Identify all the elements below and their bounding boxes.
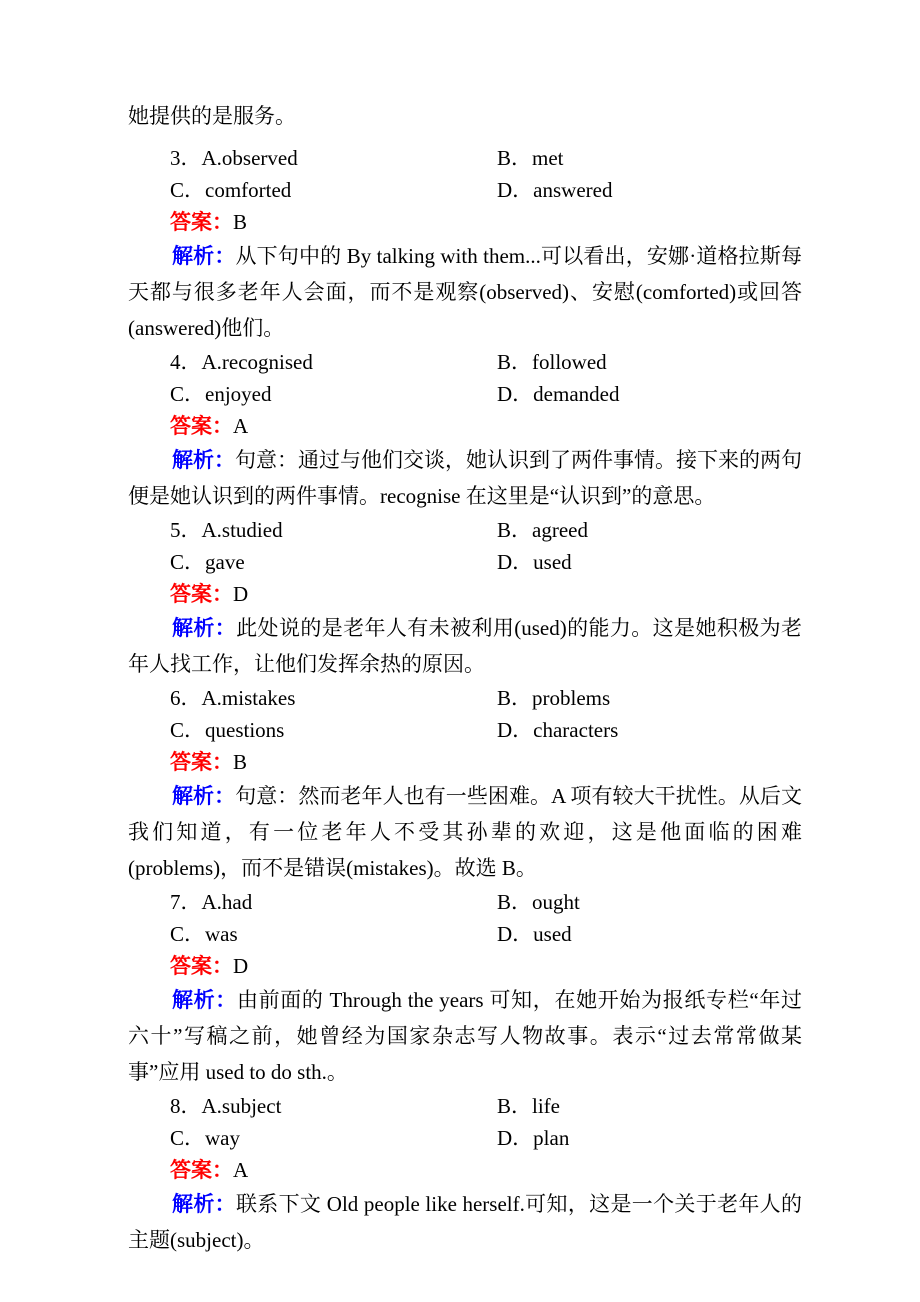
answer-value: D xyxy=(233,954,249,978)
question-number: 4． xyxy=(170,350,202,374)
question-block-7 xyxy=(128,886,802,1090)
question-number: 3． xyxy=(170,146,202,170)
answer-label: 答案： xyxy=(170,1158,233,1182)
option-b: B．met xyxy=(497,146,564,170)
option-a xyxy=(128,514,497,546)
analysis-label: 解析： xyxy=(172,988,237,1012)
question-number: 6． xyxy=(170,686,202,710)
answer-line xyxy=(128,746,802,778)
option-a xyxy=(128,886,497,918)
answer-label: 答案： xyxy=(170,414,233,438)
question-number: 7． xyxy=(170,890,202,914)
analysis-text: 联系下文 Old people like herself.可知，这是一个关于老年人的主题(subject)。 xyxy=(128,1192,803,1252)
option-b: B．ought xyxy=(497,890,580,914)
option-c: C．comforted xyxy=(170,178,292,202)
analysis-text: 此处说的是老年人有未被利用(used)的能力。这是她积极为老年人找工作，让他们发挥余热的原因。 xyxy=(128,616,802,676)
option-b: B．agreed xyxy=(497,518,588,542)
analysis-paragraph xyxy=(128,610,802,682)
analysis-text: 句意：然而老年人也有一些困难。A 项有较大干扰性。从后文我们知道，有一位老年人不受其孙辈的欢迎，这是他面临的困难 (problems)，而不是错误(mistakes)。故选 B。 xyxy=(128,784,802,880)
analysis-text: 从下句中的 By talking with them...可以看出，安娜·道格拉斯每天都与很多老年人会面，而不是观察(observed)、安慰(comforted)或回答(answered)他们。 xyxy=(128,244,802,340)
option-b: B．problems xyxy=(497,686,611,710)
analysis-text: 句意：通过与他们交谈，她认识到了两件事情。接下来的两句便是她认识到的两件事情。recognise 在这里是“认识到”的意思。 xyxy=(128,448,802,508)
answer-line xyxy=(128,206,802,238)
option-c: C．was xyxy=(170,922,238,946)
analysis-text: 由前面的 Through the years 可知，在她开始为报纸专栏“年过六十”写稿之前，她曾经为国家杂志写人物故事。表示“过去常常做某事”应用 used to do sth.。 xyxy=(128,988,802,1084)
options-row-ab xyxy=(128,142,802,174)
option-c: C．questions xyxy=(170,718,285,742)
options-row-cd xyxy=(128,174,802,206)
options-row-ab xyxy=(128,886,802,918)
option-d: D．used xyxy=(497,922,572,946)
option-a-text: A.had xyxy=(201,890,253,914)
question-block-6 xyxy=(128,682,802,886)
answer-value: B xyxy=(233,210,248,234)
analysis-label: 解析： xyxy=(172,1192,236,1216)
paragraph-intro: 她提供的是服务。 xyxy=(128,104,296,128)
option-d: D．plan xyxy=(497,1126,570,1150)
options-row-cd xyxy=(128,546,802,578)
question-block-8 xyxy=(128,1090,802,1258)
question-block-4 xyxy=(128,346,802,514)
analysis-paragraph xyxy=(128,442,802,514)
answer-line xyxy=(128,950,802,982)
question-block-5 xyxy=(128,514,802,682)
answer-line xyxy=(128,1154,802,1186)
option-d: D．demanded xyxy=(497,382,620,406)
answer-label: 答案： xyxy=(170,954,233,978)
options-row-ab xyxy=(128,514,802,546)
answer-label: 答案： xyxy=(170,210,233,234)
option-d: D．characters xyxy=(497,718,619,742)
answer-value: A xyxy=(233,414,249,438)
answer-value: B xyxy=(233,750,248,774)
option-c: C．gave xyxy=(170,550,245,574)
options-row-cd xyxy=(128,714,802,746)
option-a-text: A.subject xyxy=(201,1094,282,1118)
option-d: D．answered xyxy=(497,178,613,202)
question-block-3 xyxy=(128,142,802,346)
options-row-cd xyxy=(128,918,802,950)
analysis-paragraph xyxy=(128,1186,802,1258)
options-row-cd xyxy=(128,1122,802,1154)
analysis-paragraph xyxy=(128,982,802,1090)
answer-line xyxy=(128,410,802,442)
question-number: 5． xyxy=(170,518,202,542)
option-a xyxy=(128,346,497,378)
answer-label: 答案： xyxy=(170,582,233,606)
option-d: D．used xyxy=(497,550,572,574)
analysis-paragraph xyxy=(128,238,802,346)
analysis-label: 解析： xyxy=(172,244,236,268)
option-b: B．followed xyxy=(497,350,607,374)
option-a xyxy=(128,142,497,174)
option-a-text: A.recognised xyxy=(201,350,313,374)
option-c: C．way xyxy=(170,1126,240,1150)
analysis-paragraph xyxy=(128,778,802,886)
options-row-cd xyxy=(128,378,802,410)
option-a xyxy=(128,682,497,714)
options-row-ab xyxy=(128,346,802,378)
options-row-ab xyxy=(128,1090,802,1122)
analysis-label: 解析： xyxy=(172,616,237,640)
option-c: C．enjoyed xyxy=(170,382,272,406)
answer-label: 答案： xyxy=(170,750,233,774)
question-number: 8． xyxy=(170,1094,202,1118)
analysis-label: 解析： xyxy=(172,448,235,472)
option-a-text: A.studied xyxy=(201,518,283,542)
option-b: B．life xyxy=(497,1094,560,1118)
option-a xyxy=(128,1090,497,1122)
answer-line xyxy=(128,578,802,610)
options-row-ab xyxy=(128,682,802,714)
answer-value: D xyxy=(233,582,249,606)
answer-value: A xyxy=(233,1158,249,1182)
option-a-text: A.observed xyxy=(201,146,298,170)
analysis-label: 解析： xyxy=(172,784,236,808)
option-a-text: A.mistakes xyxy=(201,686,296,710)
